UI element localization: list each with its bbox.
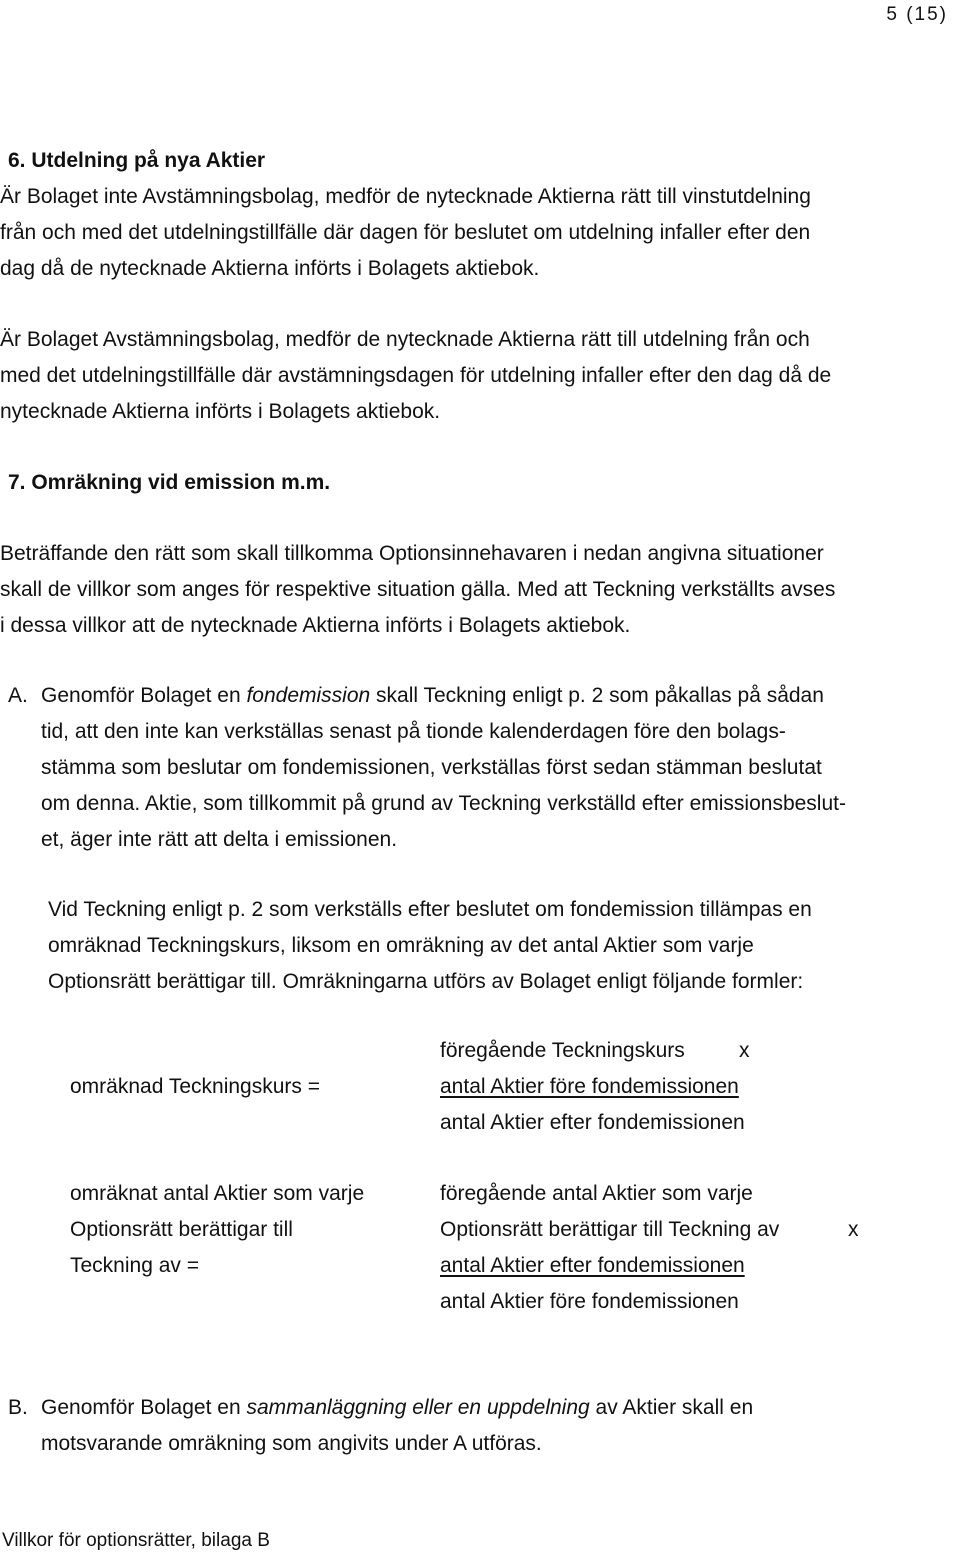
section-7-intro bbox=[0, 536, 835, 644]
formula-2-multiply: x bbox=[848, 1218, 859, 1241]
formula-2-num1b: Optionsrätt berättigar till Teckning av bbox=[440, 1218, 780, 1241]
formula-1-denominator: antal Aktier efter fondemissionen bbox=[440, 1111, 745, 1134]
item-b-line1-post: av Aktier skall en bbox=[589, 1396, 754, 1419]
page-number: 5 (15) bbox=[886, 4, 948, 25]
formula-1-num2: antal Aktier före fondemissionen bbox=[440, 1075, 739, 1098]
paragraph-line: från och med det utdelningstillfälle där dagen för beslutet om utdelning infaller efter den bbox=[0, 221, 811, 244]
formula-1-multiply: x bbox=[739, 1039, 750, 1062]
paragraph-line: om denna. Aktie, som tillkommit på grund av Teckning verkställd efter emissionsbeslut- bbox=[41, 792, 846, 815]
paragraph-line: et, äger inte rätt att delta i emissionen. bbox=[41, 828, 398, 851]
paragraph-line: i dessa villkor att de nytecknade Aktierna införts i Bolagets aktiebok. bbox=[0, 614, 631, 637]
paragraph-line: motsvarande omräkning som angivits under A utföras. bbox=[41, 1432, 542, 1455]
section-7-heading: 7. Omräkning vid emission m.m. bbox=[8, 471, 331, 494]
item-a-first-line bbox=[41, 678, 846, 714]
paragraph-line: skall de villkor som anges för respektive situation gälla. Med att Teckning verkställts avses bbox=[0, 578, 836, 601]
item-b-line1-pre: Genomför Bolaget en bbox=[41, 1396, 247, 1419]
formula-1-lhs: omräknad Teckningskurs = bbox=[70, 1075, 320, 1098]
paragraph-line: Optionsrätt berättigar till. Omräkningarna utförs av Bolaget enligt följande formler: bbox=[48, 970, 804, 993]
item-b-italic-term: sammanläggning eller en uppdelning bbox=[246, 1396, 590, 1419]
formula-2-num2: antal Aktier efter fondemissionen bbox=[440, 1254, 745, 1277]
formula-lhs-line: Optionsrätt berättigar till bbox=[70, 1218, 293, 1241]
paragraph-line: Är Bolaget Avstämningsbolag, medför de nytecknade Aktierna rätt till utdelning från och bbox=[0, 328, 810, 351]
item-a-line1-pre: Genomför Bolaget en bbox=[41, 684, 247, 707]
formula-2-denominator: antal Aktier före fondemissionen bbox=[440, 1290, 739, 1313]
item-a-label: A. bbox=[8, 684, 28, 707]
section-6-heading: 6. Utdelning på nya Aktier bbox=[8, 149, 266, 172]
formula-lhs-line: Teckning av = bbox=[70, 1254, 199, 1277]
page-footer: Villkor för optionsrätter, bilaga B bbox=[2, 1530, 270, 1551]
paragraph-line: omräknad Teckningskurs, liksom en omräkning av det antal Aktier som varje bbox=[48, 934, 754, 957]
paragraph-line: tid, att den inte kan verkställas senast på tionde kalenderdagen före den bolags- bbox=[41, 720, 786, 743]
item-b-text bbox=[41, 1390, 753, 1462]
item-a-sub-paragraph bbox=[48, 892, 812, 1000]
formula-2-num1a: föregående antal Aktier som varje bbox=[440, 1182, 753, 1205]
section-6-paragraph-1 bbox=[0, 179, 811, 287]
item-b-label: B. bbox=[8, 1396, 28, 1419]
paragraph-line: Är Bolaget inte Avstämningsbolag, medför de nytecknade Aktierna rätt till vinstutdelning bbox=[0, 185, 811, 208]
formula-1-num1: föregående Teckningskurs bbox=[440, 1039, 685, 1062]
formula-lhs-line: omräknat antal Aktier som varje bbox=[70, 1182, 365, 1205]
paragraph-line: med det utdelningstillfälle där avstämningsdagen för utdelning infaller efter den dag då de bbox=[0, 364, 832, 387]
item-a-line1-post: skall Teckning enligt p. 2 som påkallas på sådan bbox=[370, 684, 824, 707]
paragraph-line: dag då de nytecknade Aktierna införts i Bolagets aktiebok. bbox=[0, 257, 540, 280]
formula-2-lhs bbox=[70, 1176, 364, 1284]
item-a-italic-term: fondemission bbox=[246, 684, 371, 707]
paragraph-line: Vid Teckning enligt p. 2 som verkställs efter beslutet om fondemission tillämpas en bbox=[48, 898, 812, 921]
item-b-first-line bbox=[41, 1390, 753, 1426]
paragraph-line: nytecknade Aktierna införts i Bolagets aktiebok. bbox=[0, 400, 441, 423]
item-a-text bbox=[41, 678, 846, 858]
paragraph-line: stämma som beslutar om fondemissionen, verkställas först sedan stämman beslutat bbox=[41, 756, 822, 779]
section-6-paragraph-2 bbox=[0, 322, 831, 430]
paragraph-line: Beträffande den rätt som skall tillkomma Optionsinnehavaren i nedan angivna situationer bbox=[0, 542, 824, 565]
